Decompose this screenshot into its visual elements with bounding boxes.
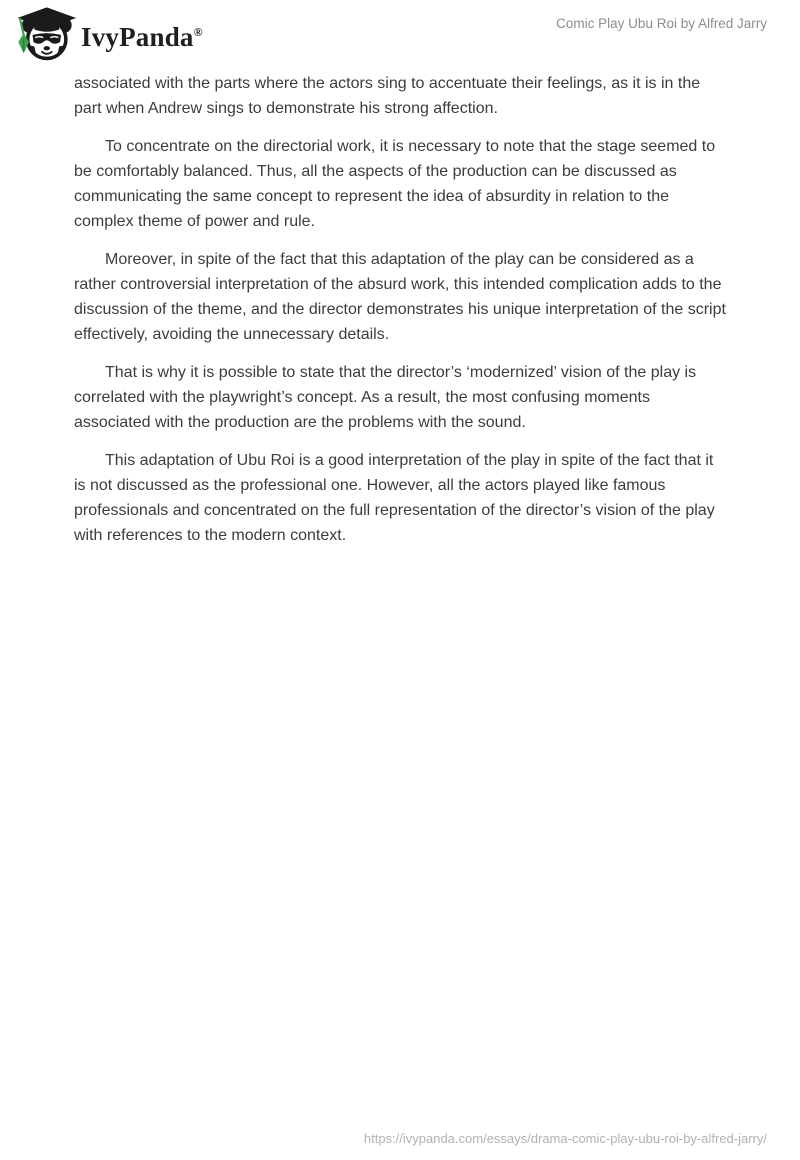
- paragraph: This adaptation of Ubu Roi is a good interpretation of the play in spite of the fact that it is not discussed as the professional one. However, all the actors played like famous professionals and concentrated on the full representation of the director’s vision of the play with references to the modern context.: [74, 452, 715, 544]
- page-header: [0, 0, 800, 62]
- paragraph: Moreover, in spite of the fact that this adaptation of the play can be considered as a rather controversial interpretation of the absurd work, this intended complication adds to the discussion of the theme, and the director demonstrates his unique interpretation of the script effectively, avoiding the unnecessary details.: [74, 251, 726, 343]
- paragraph: That is why it is possible to state that the director’s ‘modernized’ vision of the play is correlated with the playwright’s concept. As a result, the most confusing moments associated with the production are the problems with the sound.: [74, 364, 697, 431]
- document-title: Comic Play Ubu Roi by Alfred Jarry: [556, 16, 767, 31]
- essay-body: [74, 71, 726, 561]
- brand-name: [81, 22, 203, 53]
- ivypanda-panda-logo-icon: [13, 6, 77, 62]
- paragraph: To concentrate on the directorial work, it is necessary to note that the stage seemed to be comfortably balanced. Thus, all the aspects of the production can be discussed as communicating the same concept to represent the idea of absurdity in relation to the complex theme of power and rule.: [74, 138, 716, 230]
- paragraph: associated with the parts where the actors sing to accentuate their feelings, as it is in the part when Andrew sings to demonstrate his strong affection.: [74, 75, 701, 117]
- brand: [13, 6, 203, 62]
- page-footer: [364, 1131, 767, 1146]
- registered-trademark-symbol: ®: [193, 24, 203, 39]
- source-url: https://ivypanda.com/essays/drama-comic-play-ubu-roi-by-alfred-jarry/: [363, 1131, 767, 1146]
- brand-name-text: IvyPanda: [81, 21, 194, 52]
